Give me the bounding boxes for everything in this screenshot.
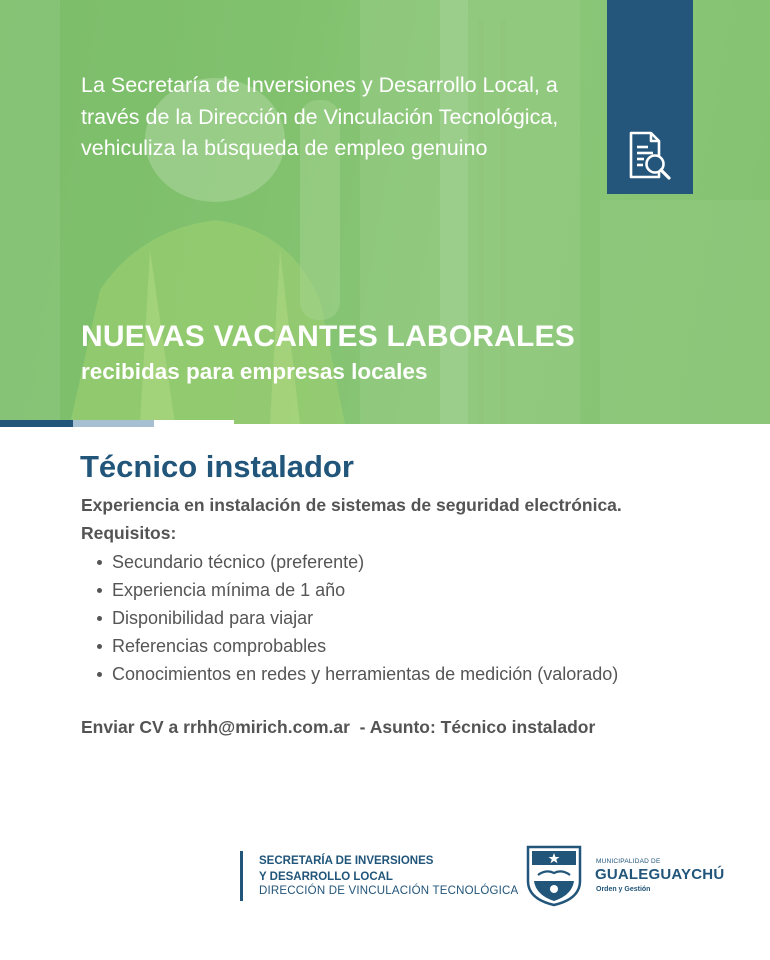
municipio-tagline: Orden y Gestión <box>596 886 651 893</box>
accent-strip-dark <box>0 420 73 427</box>
accent-strip-light <box>73 420 154 427</box>
job-title: Técnico instalador <box>80 449 354 484</box>
requirements-list <box>81 548 618 688</box>
footer-divider <box>240 851 243 901</box>
hero-subtitle: recibidas para empresas locales <box>81 359 428 384</box>
secretaria-line-1: SECRETARÍA DE INVERSIONES <box>259 855 434 867</box>
apply-instructions: Enviar CV a rrhh@mirich.com.ar - Asunto: Técnico instalador <box>81 717 596 737</box>
list-item: Disponibilidad para viajar <box>81 604 618 632</box>
list-item: Experiencia mínima de 1 año <box>81 576 618 604</box>
list-item: Conocimientos en redes y herramientas de medición (valorado) <box>81 660 618 688</box>
municipio-label: MUNICIPALIDAD DE <box>596 858 661 865</box>
document-badge <box>607 0 693 194</box>
hero-intro-text: La Secretaría de Inversiones y Desarrollo Local, a través de la Dirección de Vinculación Tecnológica, vehiculiza la búsqueda de empleo genuino <box>81 73 559 160</box>
requirements-label: Requisitos: <box>81 523 177 543</box>
job-description: Experiencia en instalación de sistemas de seguridad electrónica. <box>81 495 622 515</box>
municipio-name: GUALEGUAYCHÚ <box>595 866 725 883</box>
secretaria-name <box>259 854 433 885</box>
municipal-seal-logo <box>524 843 584 907</box>
document-search-icon <box>626 130 674 182</box>
list-item: Secundario técnico (preferente) <box>81 548 618 576</box>
direccion-name: DIRECCIÓN DE VINCULACIÓN TECNOLÓGICA <box>259 885 519 897</box>
accent-strip-white <box>154 420 234 427</box>
hero-title: NUEVAS VACANTES LABORALES <box>81 320 575 353</box>
hero-banner <box>0 0 770 424</box>
list-item: Referencias comprobables <box>81 632 618 660</box>
secretaria-line-2: Y DESARROLLO LOCAL <box>259 870 393 883</box>
